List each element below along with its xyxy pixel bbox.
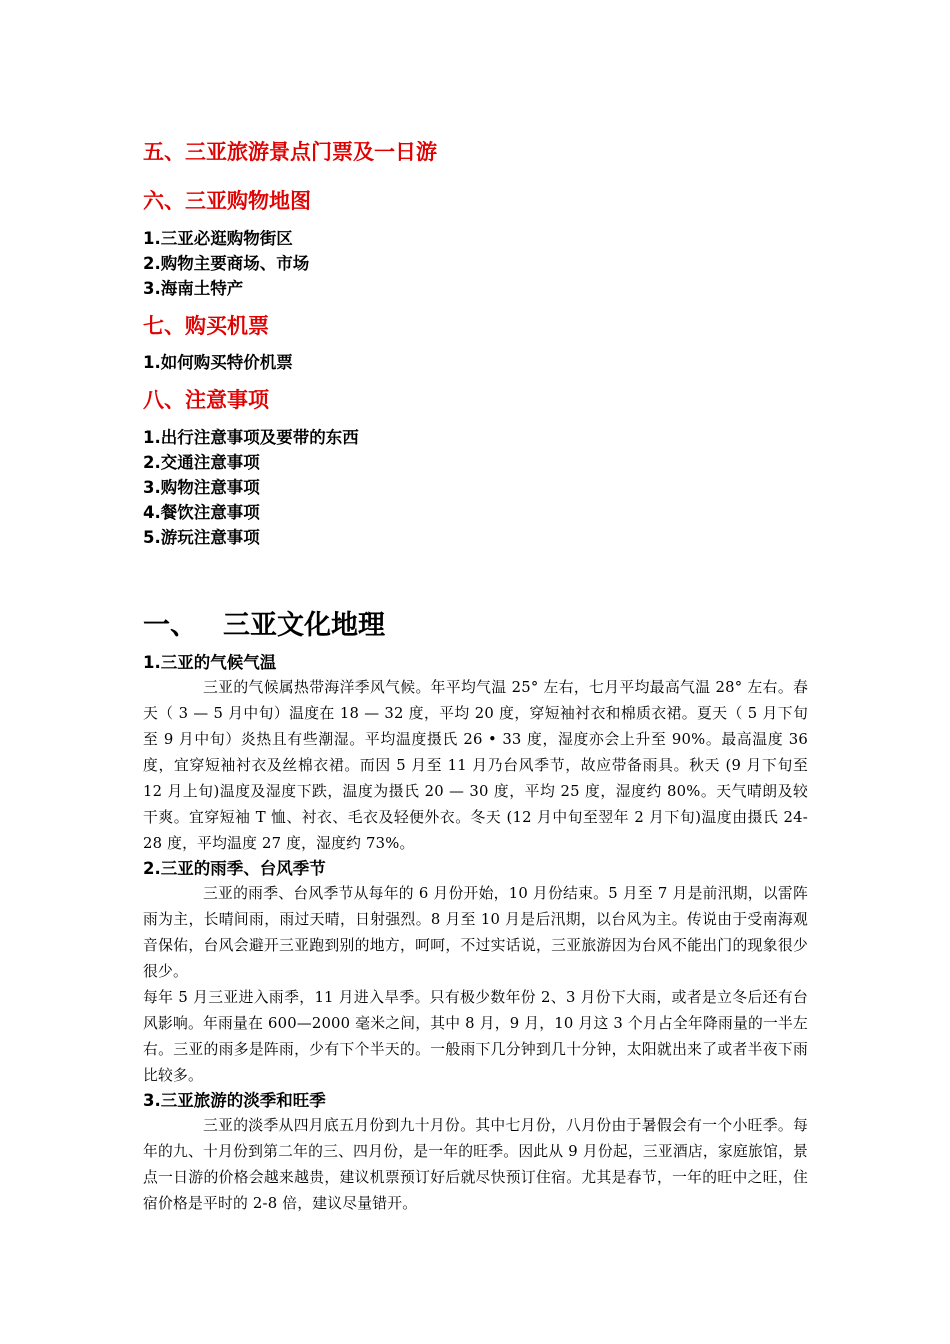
- toc-item: 2.购物主要商场、市场: [143, 254, 310, 273]
- subsection-heading: 3.三亚旅游的淡季和旺季: [143, 1091, 326, 1110]
- toc-heading: 五、三亚旅游景点门票及一日游: [143, 140, 437, 164]
- paragraph: 三亚的雨季、台风季节从每年的 6 月份开始，10 月份结束。5 月至 7 月是前汛期，以雷阵雨为主，长晴间雨，雨过天晴，日射强烈。8 月至 10 月是后汛期，以台风为主。传说由于受南海观音保佑，台风会避开三亚跑到别的地方，呵呵，不过实话说，三亚旅游因为台风不能出门的现象很少很少。: [143, 885, 808, 980]
- chapter-number: 一、: [143, 610, 197, 641]
- paragraph: 三亚的气候属热带海洋季风气候。年平均气温 25° 左右，七月平均最高气温 28° 左右。春天（ 3 — 5 月中旬）温度在 18 — 32 度，平均 20 度，穿短袖衬衣和棉质衣裙。夏天（ 5 月下旬至 9 月中旬）炎热且有些潮湿。平均温度摄氏 26 • 33 度，湿度亦会上升至 90%。最高温度 36 度，宜穿短袖衬衣及丝棉衣裙。而因 5 月至 11 月乃台风季节，故应带备雨具。秋天 (9 月下旬至 12 月上旬)温度及湿度下跌，温度为摄氏 20 — 30 度，平均 25 度，湿度约 80%。天气晴朗及较干爽。宜穿短袖 T 恤、衬衣、毛衣及轻便外衣。冬天 (12 月中旬至翌年 2 月下旬)温度由摄氏 24-28 度，平均温度 27 度，湿度约 73%。: [143, 679, 808, 852]
- toc-heading: 七、购买机票: [143, 314, 269, 338]
- document-page: [143, 130, 808, 1217]
- subsection-heading: 2.三亚的雨季、台风季节: [143, 859, 326, 878]
- chapter-title: [143, 612, 808, 639]
- chapter-title-text: 三亚文化地理: [223, 610, 385, 641]
- toc-item: 1.如何购买特价机票: [143, 353, 293, 372]
- toc-item: 2.交通注意事项: [143, 453, 260, 472]
- toc-section: [143, 390, 808, 550]
- chapter: [143, 612, 808, 1217]
- toc-heading: 八、注意事项: [143, 388, 269, 412]
- toc-section: [143, 191, 808, 301]
- toc-item: 3.购物注意事项: [143, 478, 260, 497]
- toc-item: 1.出行注意事项及要带的东西: [143, 428, 359, 447]
- toc-item: 3.海南土特产: [143, 279, 244, 298]
- subsection-heading: 1.三亚的气候气温: [143, 653, 277, 672]
- paragraph: 每年 5 月三亚进入雨季，11 月进入旱季。只有极少数年份 2、3 月份下大雨，或者是立冬后还有台风影响。年雨量在 600—2000 毫米之间，其中 8 月，9 月，10 月这 3 个月占全年降雨量的一半左右。三亚的雨多是阵雨，少有下个半天的。一般雨下几分钟到几十分钟，太阳就出来了或者半夜下雨比较多。: [143, 989, 808, 1084]
- toc-item: 4.餐饮注意事项: [143, 503, 260, 522]
- toc-item: 5.游玩注意事项: [143, 528, 260, 547]
- toc-item: 1.三亚必逛购物街区: [143, 229, 293, 248]
- paragraph: 三亚的淡季从四月底五月份到九十月份。其中七月份，八月份由于暑假会有一个小旺季。每年的九、十月份到第二年的三、四月份，是一年的旺季。因此从 9 月份起，三亚酒店，家庭旅馆，景点一日游的价格会越来越贵，建议机票预订好后就尽快预订住宿。尤其是春节，一年的旺中之旺，住宿价格是平时的 2-8 倍，建议尽量错开。: [143, 1117, 808, 1212]
- toc-section: [143, 142, 808, 163]
- toc-heading: 六、三亚购物地图: [143, 189, 311, 213]
- toc-section: [143, 316, 808, 375]
